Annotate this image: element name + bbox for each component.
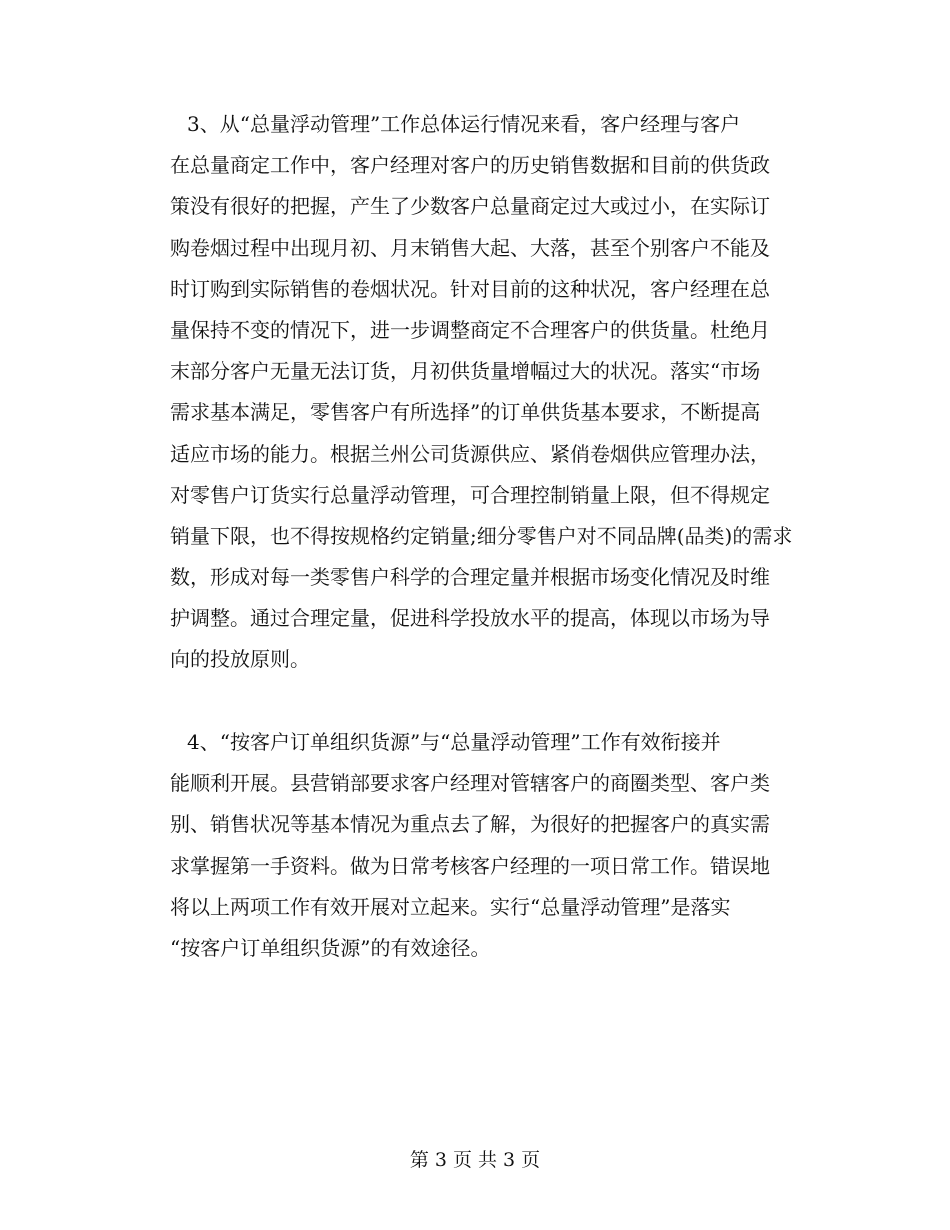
paragraph-line: 将以上两项工作有效开展对立起来。实行“总量浮动管理”是落实 — [170, 894, 731, 919]
paragraph-line: 在总量商定工作中，客户经理对客户的历史销售数据和目前的供货政 — [170, 153, 770, 178]
paragraph-line: 时订购到实际销售的卷烟状况。针对目前的这种状况，客户经理在总 — [170, 276, 770, 301]
paragraph-line: “按客户订单组织货源”的有效途径。 — [170, 935, 491, 960]
paragraph-line: 需求基本满足，零售客户有所选择”的订单供货基本要求，不断提高 — [170, 400, 761, 425]
paragraph-line: 销量下限，也不得按规格约定销量;细分零售户对不同品牌(品类)的需求 — [170, 523, 793, 548]
paragraph-line: 对零售户订货实行总量浮动管理，可合理控制销量上限，但不得规定 — [170, 482, 770, 507]
paragraph-line: 适应市场的能力。根据兰州公司货源供应、紧俏卷烟供应管理办法， — [170, 441, 770, 466]
paragraph-line: 向的投放原则。 — [170, 647, 310, 672]
paragraph-line: 4、“按客户订单组织货源”与“总量浮动管理”工作有效衔接并 — [187, 730, 721, 754]
paragraph-line: 数，形成对每一类零售户科学的合理定量并根据市场变化情况及时维 — [170, 565, 770, 590]
paragraph-line: 求掌握第一手资料。做为日常考核客户经理的一项日常工作。错误地 — [170, 853, 770, 878]
paragraph-line: 末部分客户无量无法订货，月初供货量增幅过大的状况。落实“市场 — [170, 359, 761, 384]
paragraph-4 — [170, 722, 820, 969]
paragraph-line: 别、销售状况等基本情况为重点去了解，为很好的把握客户的真实需 — [170, 812, 770, 837]
paragraph-line: 3、从“总量浮动管理”工作总体运行情况来看，客户经理与客户 — [187, 112, 741, 136]
paragraph-line: 策没有很好的把握，产生了少数客户总量商定过大或过小，在实际订 — [170, 194, 770, 219]
paragraph-line: 量保持不变的情况下，进一步调整商定不合理客户的供货量。杜绝月 — [170, 317, 770, 342]
paragraph-3 — [170, 104, 820, 681]
page-footer: 第 3 页 共 3 页 — [409, 1149, 541, 1171]
paragraph-line: 护调整。通过合理定量，促进科学投放水平的提高，体现以市场为导 — [170, 606, 770, 631]
paragraph-line: 购卷烟过程中出现月初、月末销售大起、大落，甚至个别客户不能及 — [170, 235, 770, 260]
paragraph-line: 能顺利开展。县营销部要求客户经理对管辖客户的商圈类型、客户类 — [170, 771, 770, 796]
